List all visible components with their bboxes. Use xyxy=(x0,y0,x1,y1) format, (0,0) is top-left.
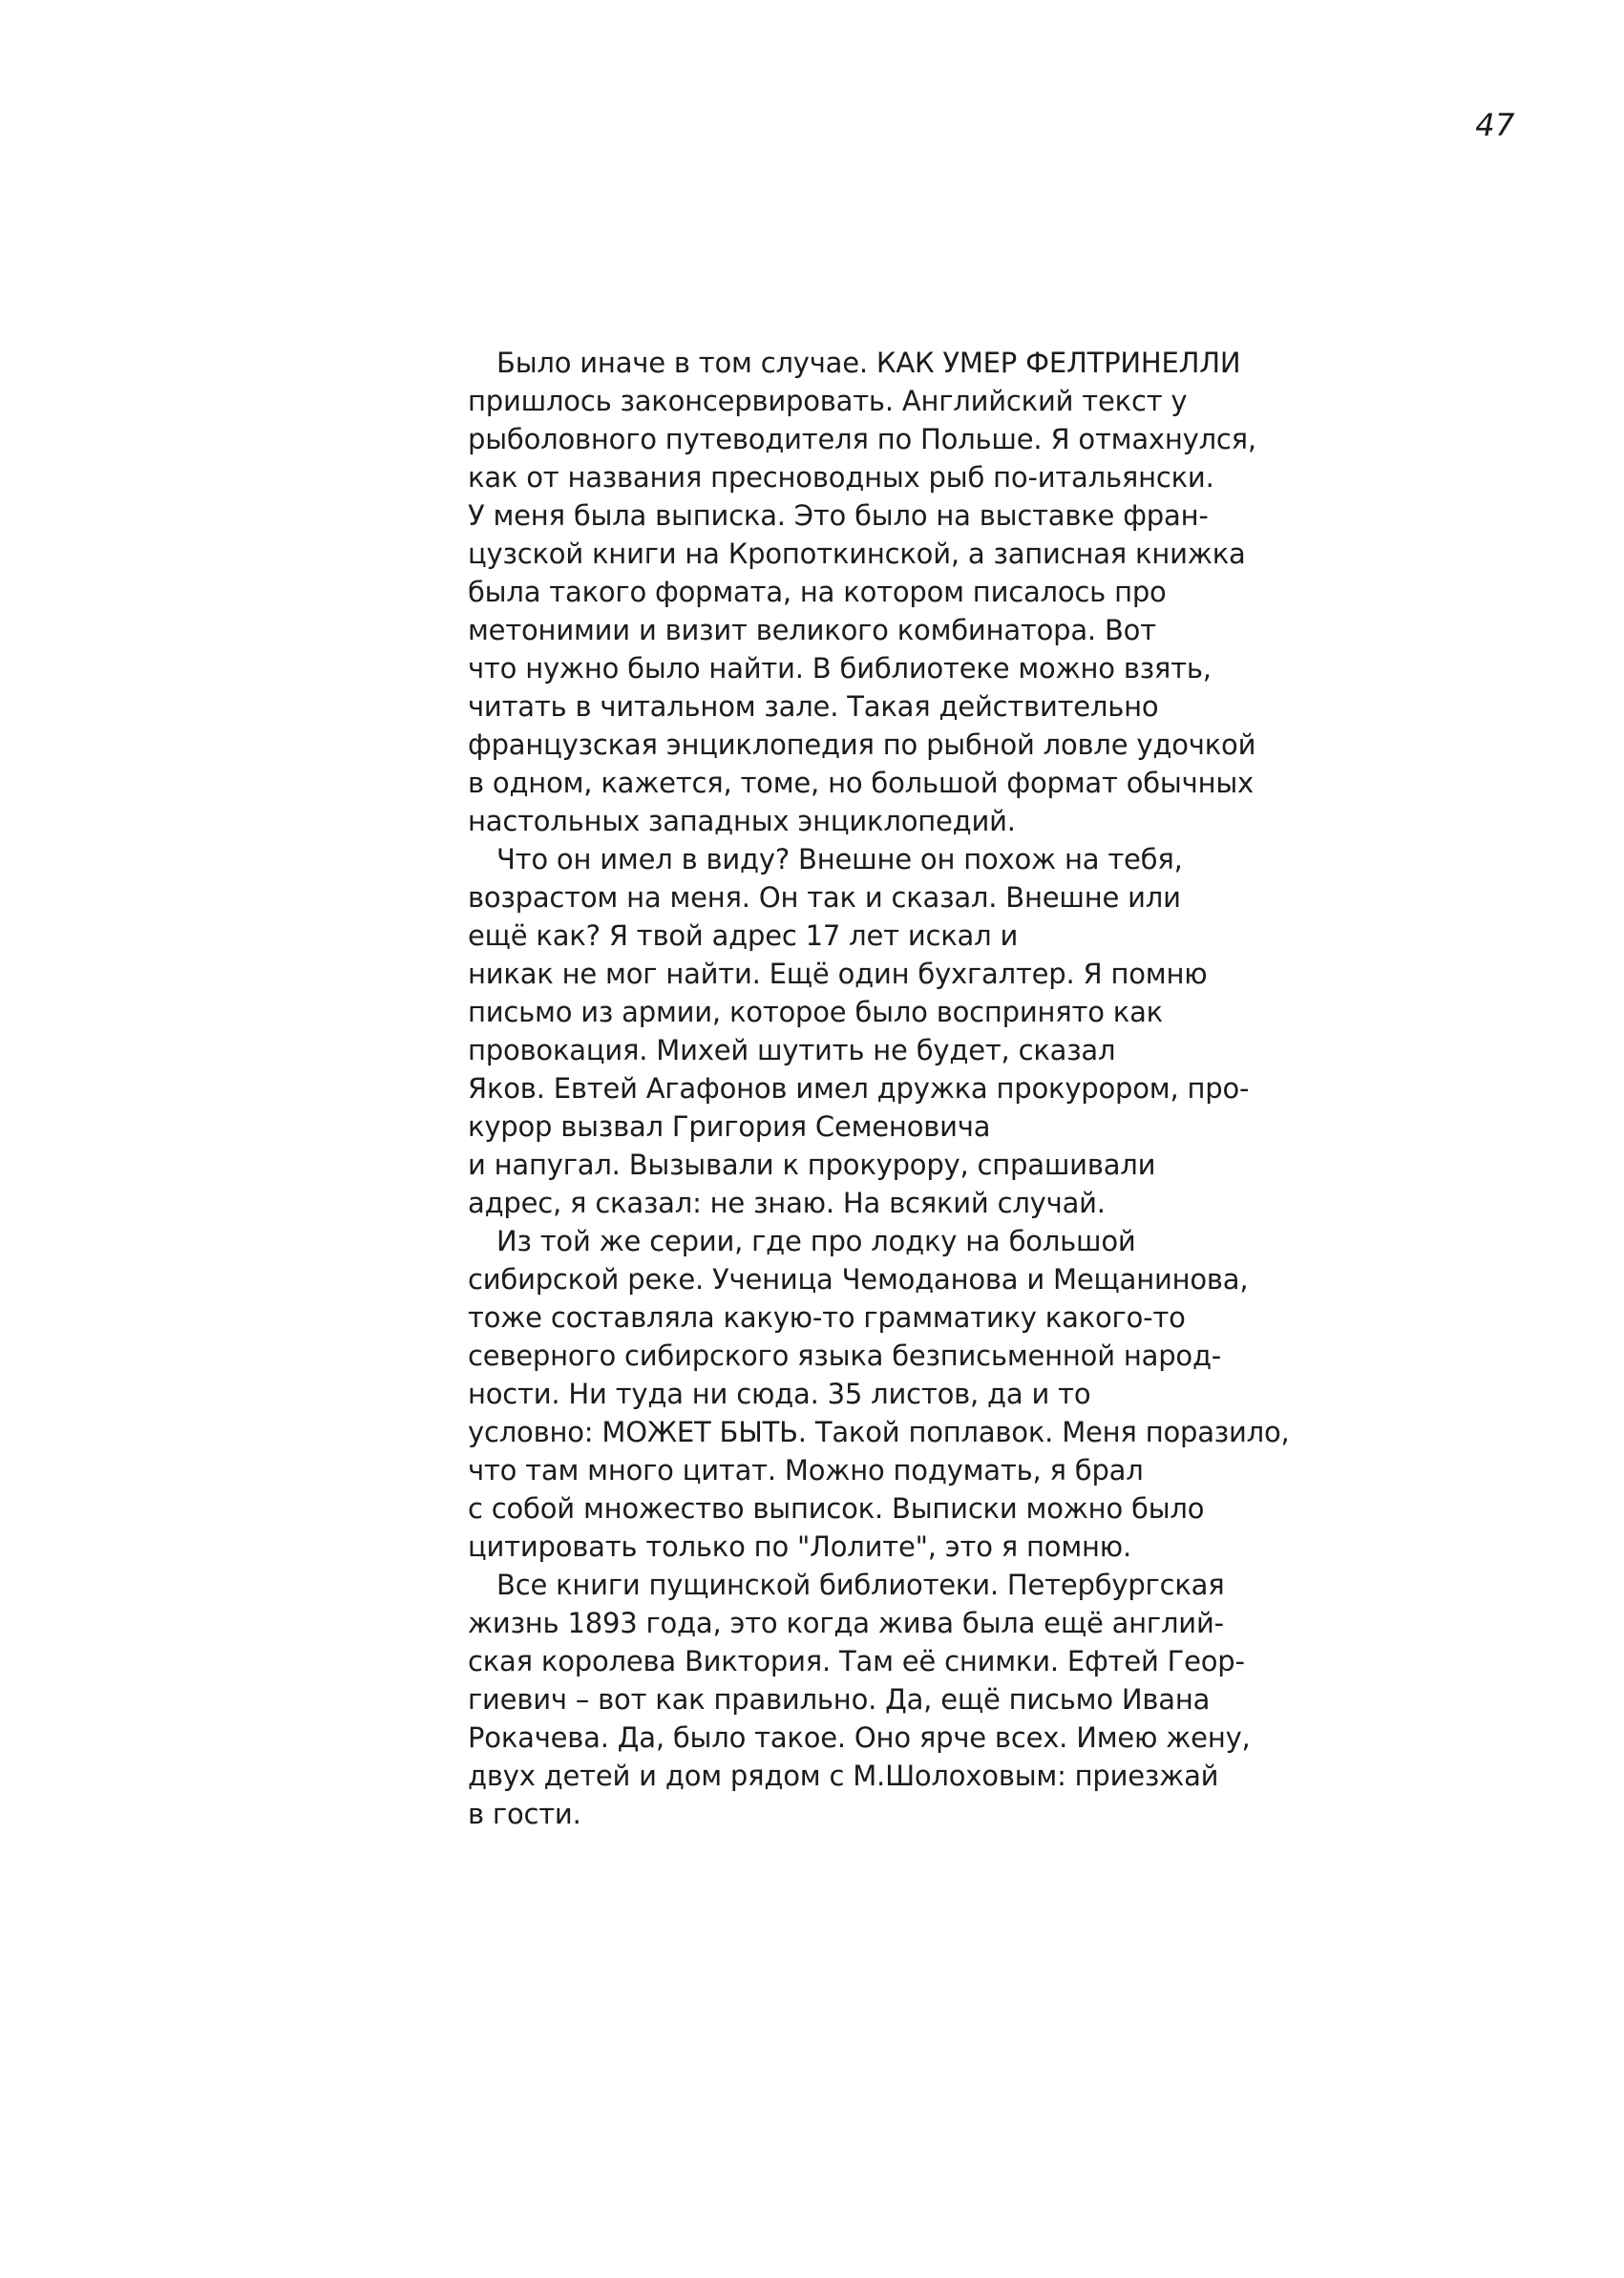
text-line: и напугал. Вызывали к прокурору, спрашивали xyxy=(468,1149,1156,1181)
text-line: северного сибирского языка безписьменной народ- xyxy=(468,1339,1222,1372)
text-line: с собой множество выписок. Выписки можно было xyxy=(468,1492,1205,1525)
text-line: цитировать только по "Лолите", это я помню. xyxy=(468,1530,1131,1563)
body-text xyxy=(468,344,1290,1833)
text-line: возрастом на меня. Он так и сказал. Внешне или xyxy=(468,881,1181,914)
text-line: Было иначе в том случае. КАК УМЕР ФЕЛТРИНЕЛЛИ xyxy=(496,347,1241,379)
text-line: Яков. Евтей Агафонов имел дружка прокурором, про- xyxy=(468,1072,1250,1105)
text-line: ская королева Виктория. Там её снимки. Ефтей Геор- xyxy=(468,1645,1245,1677)
text-line: что там много цитат. Можно подумать, я брал xyxy=(468,1454,1144,1487)
text-line: рыболовного путеводителя по Польше. Я отмахнулся, xyxy=(468,423,1256,455)
paragraph xyxy=(468,344,1270,840)
text-line: адрес, я сказал: не знаю. На всякий случай. xyxy=(468,1187,1106,1219)
text-line: читать в читальном зале. Такая действительно xyxy=(468,690,1159,723)
text-line: Все книги пущинской библиотеки. Петербургская xyxy=(496,1569,1225,1601)
text-line: Что он имел в виду? Внешне он похож на тебя, xyxy=(496,843,1183,875)
text-line: условно: МОЖЕТ БЫТЬ. Такой поплавок. Меня поразило, xyxy=(468,1416,1290,1448)
text-line: метонимии и визит великого комбинатора. Вот xyxy=(468,614,1156,646)
text-line: Рокачева. Да, было такое. Оно ярче всех. Имею жену, xyxy=(468,1721,1251,1754)
text-line: ещё как? Я твой адрес 17 лет искал и xyxy=(468,919,1019,952)
paragraph xyxy=(468,1566,1270,1833)
text-line: двух детей и дом рядом с М.Шолоховым: приезжай xyxy=(468,1760,1219,1792)
text-line: гиевич – вот как правильно. Да, ещё письмо Ивана xyxy=(468,1683,1211,1716)
text-line: никак не мог найти. Ещё один бухгалтер. Я помню xyxy=(468,958,1208,990)
text-line: что нужно было найти. В библиотеке можно взять, xyxy=(468,652,1212,685)
paragraph xyxy=(468,840,1270,1222)
text-line: цузской книги на Кропоткинской, а записная книжка xyxy=(468,538,1246,570)
paragraph xyxy=(468,1222,1290,1566)
text-line: Из той же серии, где про лодку на большой xyxy=(496,1225,1136,1257)
text-line: тоже составляла какую-то грамматику какого-то xyxy=(468,1301,1186,1334)
text-line: в гости. xyxy=(468,1798,581,1830)
page-number: 47 xyxy=(1475,107,1515,143)
text-line: курор вызвал Григория Семеновича xyxy=(468,1110,991,1143)
text-line: сибирской реке. Ученица Чемоданова и Мещанинова, xyxy=(468,1263,1249,1296)
text-line: У меня была выписка. Это было на выставке фран- xyxy=(468,499,1209,532)
text-line: в одном, кажется, томе, но большой формат обычных xyxy=(468,767,1254,799)
text-line: была такого формата, на котором писалось про xyxy=(468,576,1167,608)
text-line: жизнь 1893 года, это когда жива была ещё англий- xyxy=(468,1607,1224,1639)
text-line: ности. Ни туда ни сюда. 35 листов, да и то xyxy=(468,1378,1091,1410)
text-line: французская энциклопедия по рыбной ловле удочкой xyxy=(468,728,1256,761)
text-line: пришлось законсервировать. Английский текст у xyxy=(468,385,1188,417)
text-line: как от названия пресноводных рыб по-итальянски. xyxy=(468,461,1214,494)
text-line: провокация. Михей шутить не будет, сказал xyxy=(468,1034,1116,1066)
text-line: письмо из армии, которое было воспринято как xyxy=(468,996,1163,1028)
text-line: настольных западных энциклопедий. xyxy=(468,805,1016,837)
